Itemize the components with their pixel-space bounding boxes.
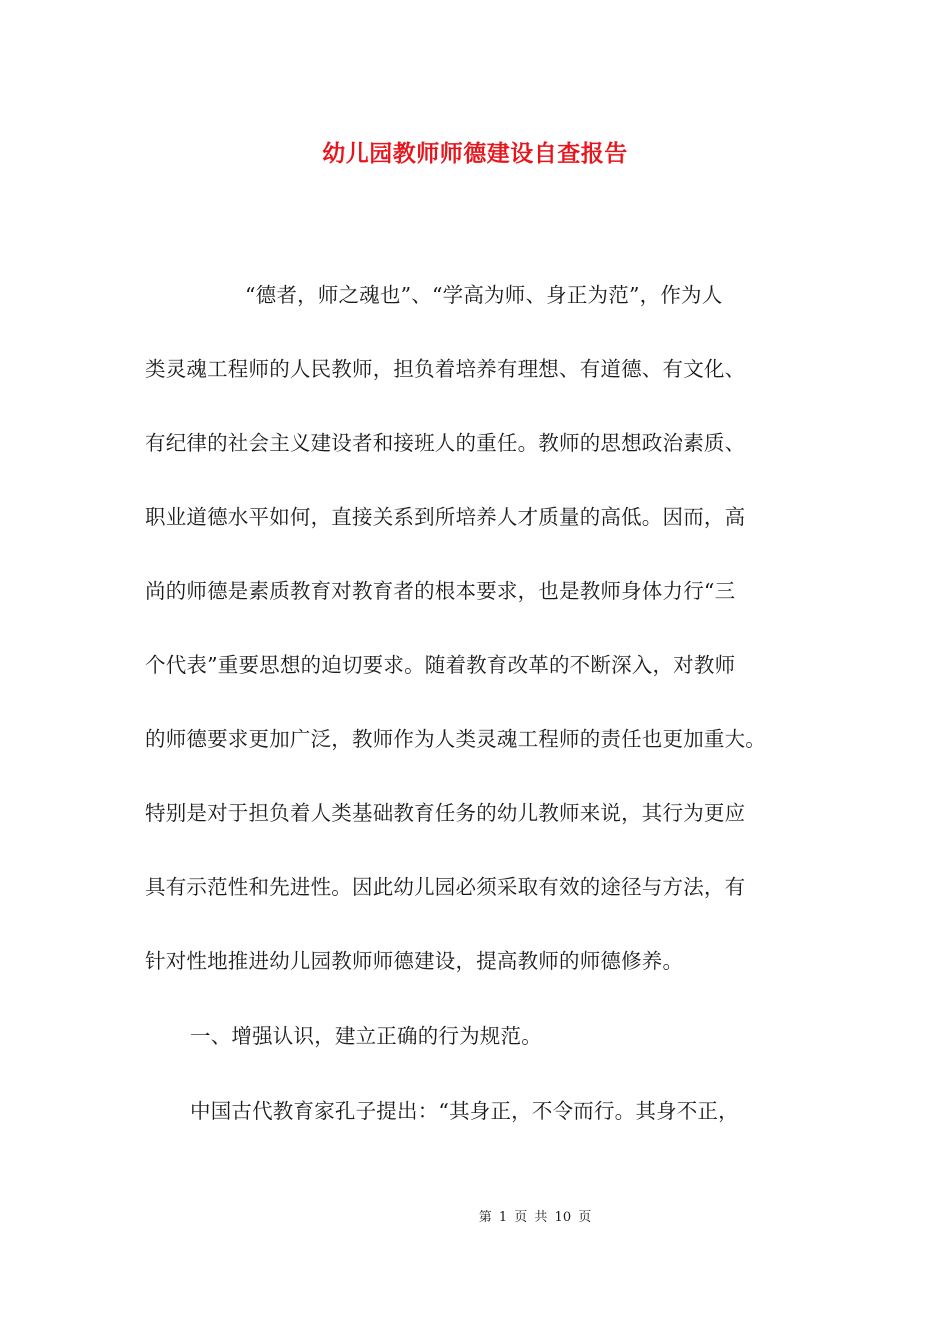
paragraph-line: 特别是对于担负着人类基础教育任务的幼儿教师来说，其行为更应 — [145, 801, 746, 825]
page-number-footer: 第 1 页 共 10 页 — [478, 1210, 592, 1225]
paragraph-line: “德者，师之魂也”、“学高为师、身正为范”，作为人 — [245, 283, 723, 307]
section-heading: 一、增强认识，建立正确的行为规范。 — [190, 1024, 542, 1048]
paragraph-line: 针对性地推进幼儿园教师师德建设，提高教师的师德修养。 — [145, 949, 684, 973]
paragraph-line: 中国古代教育家孔子提出：“其身正，不令而行。其身不正， — [190, 1099, 739, 1123]
paragraph-line: 个代表”重要思想的迫切要求。随着教育改革的不断深入，对教师 — [145, 653, 736, 677]
paragraph-line: 职业道德水平如何，直接关系到所培养人才质量的高低。因而，高 — [145, 505, 746, 529]
paragraph-line: 有纪律的社会主义建设者和接班人的重任。教师的思想政治素质、 — [145, 431, 746, 455]
paragraph-line: 具有示范性和先进性。因此幼儿园必须采取有效的途径与方法，有 — [145, 875, 746, 899]
paragraph-line: 尚的师德是素质教育对教育者的根本要求，也是教师身体力行“三 — [145, 579, 736, 603]
document-title: 幼儿园教师师德建设自查报告 — [322, 140, 628, 167]
paragraph-line: 类灵魂工程师的人民教师，担负着培养有理想、有道德、有文化、 — [145, 357, 746, 381]
paragraph-line: 的师德要求更加广泛，教师作为人类灵魂工程师的责任也更加重大。 — [145, 727, 766, 751]
